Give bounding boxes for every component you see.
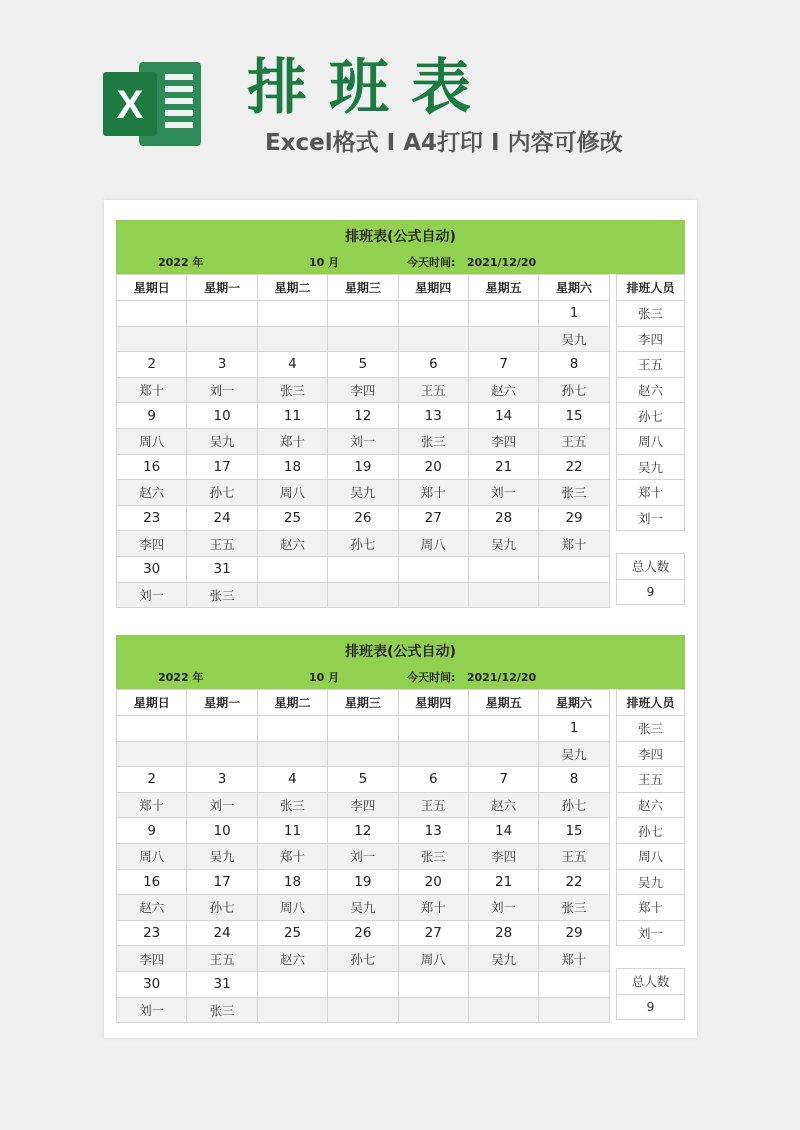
assignee-cell[interactable] bbox=[398, 582, 468, 608]
assignee-cell[interactable] bbox=[398, 326, 468, 352]
assignee-cell[interactable]: 周八 bbox=[257, 480, 327, 506]
assignee-cell[interactable]: 刘一 bbox=[117, 997, 187, 1023]
date-cell[interactable]: 24 bbox=[187, 505, 257, 531]
date-cell[interactable] bbox=[328, 556, 398, 582]
date-cell[interactable]: 6 bbox=[398, 352, 468, 378]
date-cell[interactable]: 24 bbox=[187, 920, 257, 946]
date-cell[interactable] bbox=[257, 971, 327, 997]
assignee-cell[interactable]: 赵六 bbox=[468, 792, 538, 818]
staff-cell[interactable]: 郑十 bbox=[617, 895, 685, 921]
assignee-row bbox=[117, 843, 610, 869]
date-row bbox=[117, 454, 610, 480]
date-cell[interactable] bbox=[117, 716, 187, 742]
assignee-cell[interactable]: 周八 bbox=[398, 946, 468, 972]
assignee-cell[interactable]: 孙七 bbox=[187, 895, 257, 921]
assignee-cell[interactable] bbox=[257, 582, 327, 608]
assignee-cell[interactable]: 赵六 bbox=[117, 895, 187, 921]
date-cell[interactable] bbox=[328, 301, 398, 327]
banner-title: 排班表(公式自动) bbox=[345, 644, 456, 660]
assignee-cell[interactable]: 孙七 bbox=[539, 377, 609, 403]
staff-cell[interactable]: 刘一 bbox=[617, 505, 685, 531]
assignee-cell[interactable]: 张三 bbox=[539, 480, 609, 506]
date-cell[interactable] bbox=[468, 556, 538, 582]
assignee-row bbox=[117, 531, 610, 557]
total-table bbox=[616, 553, 685, 605]
staff-table bbox=[616, 689, 685, 946]
weekday-header-cell[interactable]: 星期六 bbox=[539, 275, 609, 301]
date-cell[interactable]: 2 bbox=[117, 767, 187, 793]
date-cell[interactable]: 23 bbox=[117, 920, 187, 946]
staff-cell[interactable]: 赵六 bbox=[617, 792, 685, 818]
date-cell[interactable]: 8 bbox=[539, 767, 609, 793]
date-cell[interactable]: 26 bbox=[328, 920, 398, 946]
assignee-row bbox=[117, 997, 610, 1023]
date-row bbox=[117, 301, 610, 327]
assignee-row bbox=[117, 326, 610, 352]
assignee-cell[interactable] bbox=[468, 997, 538, 1023]
assignee-cell[interactable]: 王五 bbox=[187, 946, 257, 972]
weekday-header-cell[interactable]: 星期五 bbox=[468, 690, 538, 716]
date-cell[interactable]: 21 bbox=[468, 869, 538, 895]
today-label: 今天时间: bbox=[407, 671, 456, 684]
date-cell[interactable]: 20 bbox=[398, 454, 468, 480]
total-label[interactable]: 总人数 bbox=[617, 554, 685, 580]
assignee-cell[interactable]: 赵六 bbox=[257, 946, 327, 972]
assignee-cell[interactable]: 赵六 bbox=[468, 377, 538, 403]
grid-area bbox=[116, 274, 685, 606]
staff-cell[interactable]: 张三 bbox=[617, 301, 685, 327]
date-cell[interactable]: 15 bbox=[539, 403, 609, 429]
weekday-header-cell[interactable]: 星期六 bbox=[539, 690, 609, 716]
today-label: 今天时间: bbox=[407, 256, 456, 269]
assignee-cell[interactable]: 张三 bbox=[257, 377, 327, 403]
month-label: 10 月 bbox=[309, 671, 340, 684]
date-cell[interactable]: 30 bbox=[117, 971, 187, 997]
schedule-sheet bbox=[116, 635, 685, 1021]
assignee-cell[interactable]: 李四 bbox=[468, 843, 538, 869]
today-value: 2021/12/20 bbox=[466, 671, 537, 684]
assignee-cell[interactable] bbox=[468, 326, 538, 352]
date-cell[interactable]: 16 bbox=[117, 869, 187, 895]
assignee-cell[interactable] bbox=[117, 741, 187, 767]
date-row bbox=[117, 818, 610, 844]
date-cell[interactable]: 7 bbox=[468, 352, 538, 378]
date-cell[interactable]: 16 bbox=[117, 454, 187, 480]
excel-logo-icon bbox=[103, 58, 203, 150]
date-cell[interactable] bbox=[328, 716, 398, 742]
assignee-cell[interactable]: 吴九 bbox=[187, 843, 257, 869]
assignee-row bbox=[117, 582, 610, 608]
assignee-cell[interactable]: 郑十 bbox=[257, 843, 327, 869]
month-label: 10 月 bbox=[309, 256, 340, 269]
date-cell[interactable]: 25 bbox=[257, 920, 327, 946]
assignee-row bbox=[117, 741, 610, 767]
date-cell[interactable] bbox=[398, 556, 468, 582]
today-value: 2021/12/20 bbox=[466, 256, 537, 269]
date-cell[interactable]: 1 bbox=[539, 716, 609, 742]
date-cell[interactable]: 29 bbox=[539, 920, 609, 946]
weekday-header-cell[interactable]: 星期日 bbox=[117, 690, 187, 716]
date-cell[interactable]: 17 bbox=[187, 454, 257, 480]
assignee-cell[interactable]: 刘一 bbox=[117, 582, 187, 608]
assignee-cell[interactable]: 张三 bbox=[398, 428, 468, 454]
assignee-cell[interactable]: 郑十 bbox=[117, 792, 187, 818]
staff-header[interactable]: 排班人员 bbox=[617, 690, 685, 716]
paper-sheet bbox=[104, 200, 697, 1038]
assignee-cell[interactable]: 吴九 bbox=[468, 531, 538, 557]
weekday-header-cell[interactable]: 星期二 bbox=[257, 690, 327, 716]
staff-cell[interactable]: 李四 bbox=[617, 326, 685, 352]
date-cell[interactable] bbox=[187, 301, 257, 327]
assignee-cell[interactable]: 刘一 bbox=[328, 843, 398, 869]
assignee-cell[interactable]: 李四 bbox=[328, 792, 398, 818]
assignee-cell[interactable]: 刘一 bbox=[468, 480, 538, 506]
assignee-cell[interactable] bbox=[539, 582, 609, 608]
weekday-header-cell[interactable]: 星期五 bbox=[468, 275, 538, 301]
assignee-cell[interactable]: 赵六 bbox=[257, 531, 327, 557]
date-cell[interactable]: 22 bbox=[539, 454, 609, 480]
assignee-cell[interactable]: 赵六 bbox=[117, 480, 187, 506]
date-cell[interactable]: 1 bbox=[539, 301, 609, 327]
assignee-cell[interactable] bbox=[257, 997, 327, 1023]
weekday-header-cell[interactable]: 星期一 bbox=[187, 275, 257, 301]
assignee-cell[interactable]: 吴九 bbox=[328, 895, 398, 921]
date-cell[interactable]: 12 bbox=[328, 403, 398, 429]
date-cell[interactable]: 14 bbox=[468, 818, 538, 844]
assignee-cell[interactable] bbox=[187, 741, 257, 767]
date-cell[interactable] bbox=[257, 301, 327, 327]
assignee-cell[interactable]: 刘一 bbox=[328, 428, 398, 454]
date-row bbox=[117, 767, 610, 793]
year-label: 2022 年 bbox=[158, 256, 204, 269]
staff-table bbox=[616, 274, 685, 531]
date-cell[interactable]: 22 bbox=[539, 869, 609, 895]
date-cell[interactable] bbox=[468, 301, 538, 327]
assignee-cell[interactable]: 张三 bbox=[398, 843, 468, 869]
assignee-row bbox=[117, 946, 610, 972]
assignee-cell[interactable]: 李四 bbox=[468, 428, 538, 454]
staff-cell[interactable]: 张三 bbox=[617, 716, 685, 742]
assignee-cell[interactable]: 王五 bbox=[398, 792, 468, 818]
date-cell[interactable] bbox=[539, 971, 609, 997]
assignee-cell[interactable]: 李四 bbox=[117, 946, 187, 972]
date-cell[interactable] bbox=[398, 971, 468, 997]
staff-cell[interactable]: 孙七 bbox=[617, 818, 685, 844]
logo-letter: X bbox=[116, 83, 144, 127]
date-cell[interactable] bbox=[187, 716, 257, 742]
date-cell[interactable] bbox=[117, 301, 187, 327]
assignee-cell[interactable]: 刘一 bbox=[187, 792, 257, 818]
assignee-cell[interactable]: 吴九 bbox=[539, 326, 609, 352]
date-cell[interactable]: 25 bbox=[257, 505, 327, 531]
calendar-table bbox=[116, 689, 610, 1023]
date-cell[interactable] bbox=[468, 716, 538, 742]
date-cell[interactable]: 10 bbox=[187, 403, 257, 429]
date-cell[interactable]: 2 bbox=[117, 352, 187, 378]
date-cell[interactable]: 27 bbox=[398, 920, 468, 946]
total-value[interactable]: 9 bbox=[617, 994, 685, 1020]
staff-cell[interactable]: 吴九 bbox=[617, 869, 685, 895]
date-row bbox=[117, 352, 610, 378]
assignee-cell[interactable]: 李四 bbox=[328, 377, 398, 403]
assignee-cell[interactable]: 刘一 bbox=[187, 377, 257, 403]
date-cell[interactable] bbox=[398, 301, 468, 327]
assignee-cell[interactable] bbox=[328, 741, 398, 767]
assignee-cell[interactable] bbox=[328, 582, 398, 608]
weekday-header-cell[interactable]: 星期三 bbox=[328, 690, 398, 716]
date-cell[interactable]: 19 bbox=[328, 869, 398, 895]
assignee-cell[interactable]: 周八 bbox=[117, 843, 187, 869]
assignee-cell[interactable]: 郑十 bbox=[539, 946, 609, 972]
weekday-header-cell[interactable]: 星期日 bbox=[117, 275, 187, 301]
date-cell[interactable]: 21 bbox=[468, 454, 538, 480]
date-cell[interactable]: 31 bbox=[187, 971, 257, 997]
date-cell[interactable]: 13 bbox=[398, 818, 468, 844]
date-cell[interactable]: 19 bbox=[328, 454, 398, 480]
date-cell[interactable] bbox=[328, 971, 398, 997]
date-cell[interactable]: 29 bbox=[539, 505, 609, 531]
assignee-cell[interactable] bbox=[539, 997, 609, 1023]
assignee-row bbox=[117, 428, 610, 454]
date-cell[interactable]: 17 bbox=[187, 869, 257, 895]
assignee-cell[interactable]: 孙七 bbox=[539, 792, 609, 818]
date-cell[interactable]: 11 bbox=[257, 403, 327, 429]
staff-cell[interactable]: 王五 bbox=[617, 767, 685, 793]
staff-cell[interactable]: 刘一 bbox=[617, 920, 685, 946]
assignee-cell[interactable] bbox=[328, 997, 398, 1023]
date-row bbox=[117, 403, 610, 429]
staff-cell[interactable]: 吴九 bbox=[617, 454, 685, 480]
weekday-header-cell[interactable]: 星期一 bbox=[187, 690, 257, 716]
staff-cell[interactable]: 孙七 bbox=[617, 403, 685, 429]
sheet-banner bbox=[116, 220, 685, 274]
weekday-header-row bbox=[117, 275, 610, 301]
schedule-sheet bbox=[116, 220, 685, 606]
assignee-row bbox=[117, 377, 610, 403]
date-cell[interactable]: 8 bbox=[539, 352, 609, 378]
total-label[interactable]: 总人数 bbox=[617, 969, 685, 995]
weekday-header-row bbox=[117, 690, 610, 716]
today-info bbox=[407, 669, 536, 685]
assignee-cell[interactable]: 周八 bbox=[398, 531, 468, 557]
assignee-cell[interactable] bbox=[398, 741, 468, 767]
date-row bbox=[117, 505, 610, 531]
weekday-header-cell[interactable]: 星期三 bbox=[328, 275, 398, 301]
staff-cell[interactable]: 赵六 bbox=[617, 377, 685, 403]
date-cell[interactable]: 10 bbox=[187, 818, 257, 844]
date-cell[interactable]: 28 bbox=[468, 505, 538, 531]
assignee-cell[interactable] bbox=[398, 997, 468, 1023]
date-cell[interactable]: 14 bbox=[468, 403, 538, 429]
assignee-cell[interactable]: 郑十 bbox=[398, 480, 468, 506]
date-cell[interactable] bbox=[539, 556, 609, 582]
date-cell[interactable]: 3 bbox=[187, 767, 257, 793]
date-cell[interactable]: 9 bbox=[117, 818, 187, 844]
staff-header[interactable]: 排班人员 bbox=[617, 275, 685, 301]
assignee-row bbox=[117, 895, 610, 921]
date-cell[interactable]: 20 bbox=[398, 869, 468, 895]
assignee-cell[interactable]: 张三 bbox=[187, 997, 257, 1023]
staff-cell[interactable]: 郑十 bbox=[617, 480, 685, 506]
assignee-cell[interactable]: 吴九 bbox=[187, 428, 257, 454]
assignee-cell[interactable]: 张三 bbox=[539, 895, 609, 921]
assignee-cell[interactable] bbox=[187, 326, 257, 352]
staff-cell[interactable]: 王五 bbox=[617, 352, 685, 378]
grid-area bbox=[116, 689, 685, 1021]
assignee-cell[interactable]: 周八 bbox=[257, 895, 327, 921]
assignee-cell[interactable] bbox=[117, 326, 187, 352]
assignee-cell[interactable] bbox=[328, 326, 398, 352]
assignee-cell[interactable]: 孙七 bbox=[328, 946, 398, 972]
total-value[interactable]: 9 bbox=[617, 579, 685, 605]
page-subtitle: Excel格式 I A4打印 I 内容可修改 bbox=[265, 130, 623, 156]
assignee-cell[interactable]: 郑十 bbox=[257, 428, 327, 454]
assignee-cell[interactable]: 王五 bbox=[539, 428, 609, 454]
weekday-header-cell[interactable]: 星期四 bbox=[398, 690, 468, 716]
date-cell[interactable]: 11 bbox=[257, 818, 327, 844]
assignee-cell[interactable]: 郑十 bbox=[539, 531, 609, 557]
weekday-header-cell[interactable]: 星期二 bbox=[257, 275, 327, 301]
assignee-cell[interactable] bbox=[257, 326, 327, 352]
assignee-cell[interactable]: 王五 bbox=[398, 377, 468, 403]
date-cell[interactable]: 30 bbox=[117, 556, 187, 582]
assignee-row bbox=[117, 480, 610, 506]
assignee-cell[interactable]: 王五 bbox=[187, 531, 257, 557]
assignee-cell[interactable]: 周八 bbox=[117, 428, 187, 454]
today-info bbox=[407, 254, 536, 270]
date-row bbox=[117, 716, 610, 742]
date-cell[interactable]: 9 bbox=[117, 403, 187, 429]
date-cell[interactable]: 5 bbox=[328, 352, 398, 378]
date-cell[interactable]: 3 bbox=[187, 352, 257, 378]
date-cell[interactable]: 7 bbox=[468, 767, 538, 793]
assignee-cell[interactable]: 刘一 bbox=[468, 895, 538, 921]
date-cell[interactable]: 31 bbox=[187, 556, 257, 582]
banner-title: 排班表(公式自动) bbox=[345, 229, 456, 245]
assignee-cell[interactable] bbox=[468, 582, 538, 608]
date-cell[interactable]: 4 bbox=[257, 352, 327, 378]
date-cell[interactable]: 18 bbox=[257, 869, 327, 895]
assignee-cell[interactable]: 张三 bbox=[187, 582, 257, 608]
date-cell[interactable]: 13 bbox=[398, 403, 468, 429]
date-cell[interactable]: 12 bbox=[328, 818, 398, 844]
date-cell[interactable] bbox=[468, 971, 538, 997]
total-table bbox=[616, 968, 685, 1020]
date-row bbox=[117, 869, 610, 895]
assignee-row bbox=[117, 792, 610, 818]
date-cell[interactable]: 5 bbox=[328, 767, 398, 793]
staff-cell[interactable]: 周八 bbox=[617, 428, 685, 454]
date-cell[interactable] bbox=[257, 716, 327, 742]
date-cell[interactable]: 28 bbox=[468, 920, 538, 946]
assignee-cell[interactable] bbox=[257, 741, 327, 767]
date-cell[interactable]: 4 bbox=[257, 767, 327, 793]
date-cell[interactable] bbox=[398, 716, 468, 742]
date-cell[interactable] bbox=[257, 556, 327, 582]
date-row bbox=[117, 556, 610, 582]
assignee-cell[interactable]: 张三 bbox=[257, 792, 327, 818]
year-label: 2022 年 bbox=[158, 671, 204, 684]
date-cell[interactable]: 23 bbox=[117, 505, 187, 531]
assignee-cell[interactable] bbox=[468, 741, 538, 767]
date-cell[interactable]: 18 bbox=[257, 454, 327, 480]
date-cell[interactable]: 27 bbox=[398, 505, 468, 531]
assignee-cell[interactable]: 郑十 bbox=[398, 895, 468, 921]
date-row bbox=[117, 920, 610, 946]
assignee-cell[interactable]: 孙七 bbox=[187, 480, 257, 506]
header bbox=[0, 0, 800, 200]
date-cell[interactable]: 15 bbox=[539, 818, 609, 844]
assignee-cell[interactable]: 王五 bbox=[539, 843, 609, 869]
staff-cell[interactable]: 周八 bbox=[617, 843, 685, 869]
date-cell[interactable]: 26 bbox=[328, 505, 398, 531]
date-row bbox=[117, 971, 610, 997]
assignee-cell[interactable]: 孙七 bbox=[328, 531, 398, 557]
staff-cell[interactable]: 李四 bbox=[617, 741, 685, 767]
assignee-cell[interactable]: 吴九 bbox=[468, 946, 538, 972]
sheet-banner bbox=[116, 635, 685, 689]
calendar-table bbox=[116, 274, 610, 608]
date-cell[interactable]: 6 bbox=[398, 767, 468, 793]
weekday-header-cell[interactable]: 星期四 bbox=[398, 275, 468, 301]
assignee-cell[interactable]: 吴九 bbox=[328, 480, 398, 506]
assignee-cell[interactable]: 郑十 bbox=[117, 377, 187, 403]
assignee-cell[interactable]: 李四 bbox=[117, 531, 187, 557]
assignee-cell[interactable]: 吴九 bbox=[539, 741, 609, 767]
page-title: 排班表 bbox=[247, 53, 493, 123]
